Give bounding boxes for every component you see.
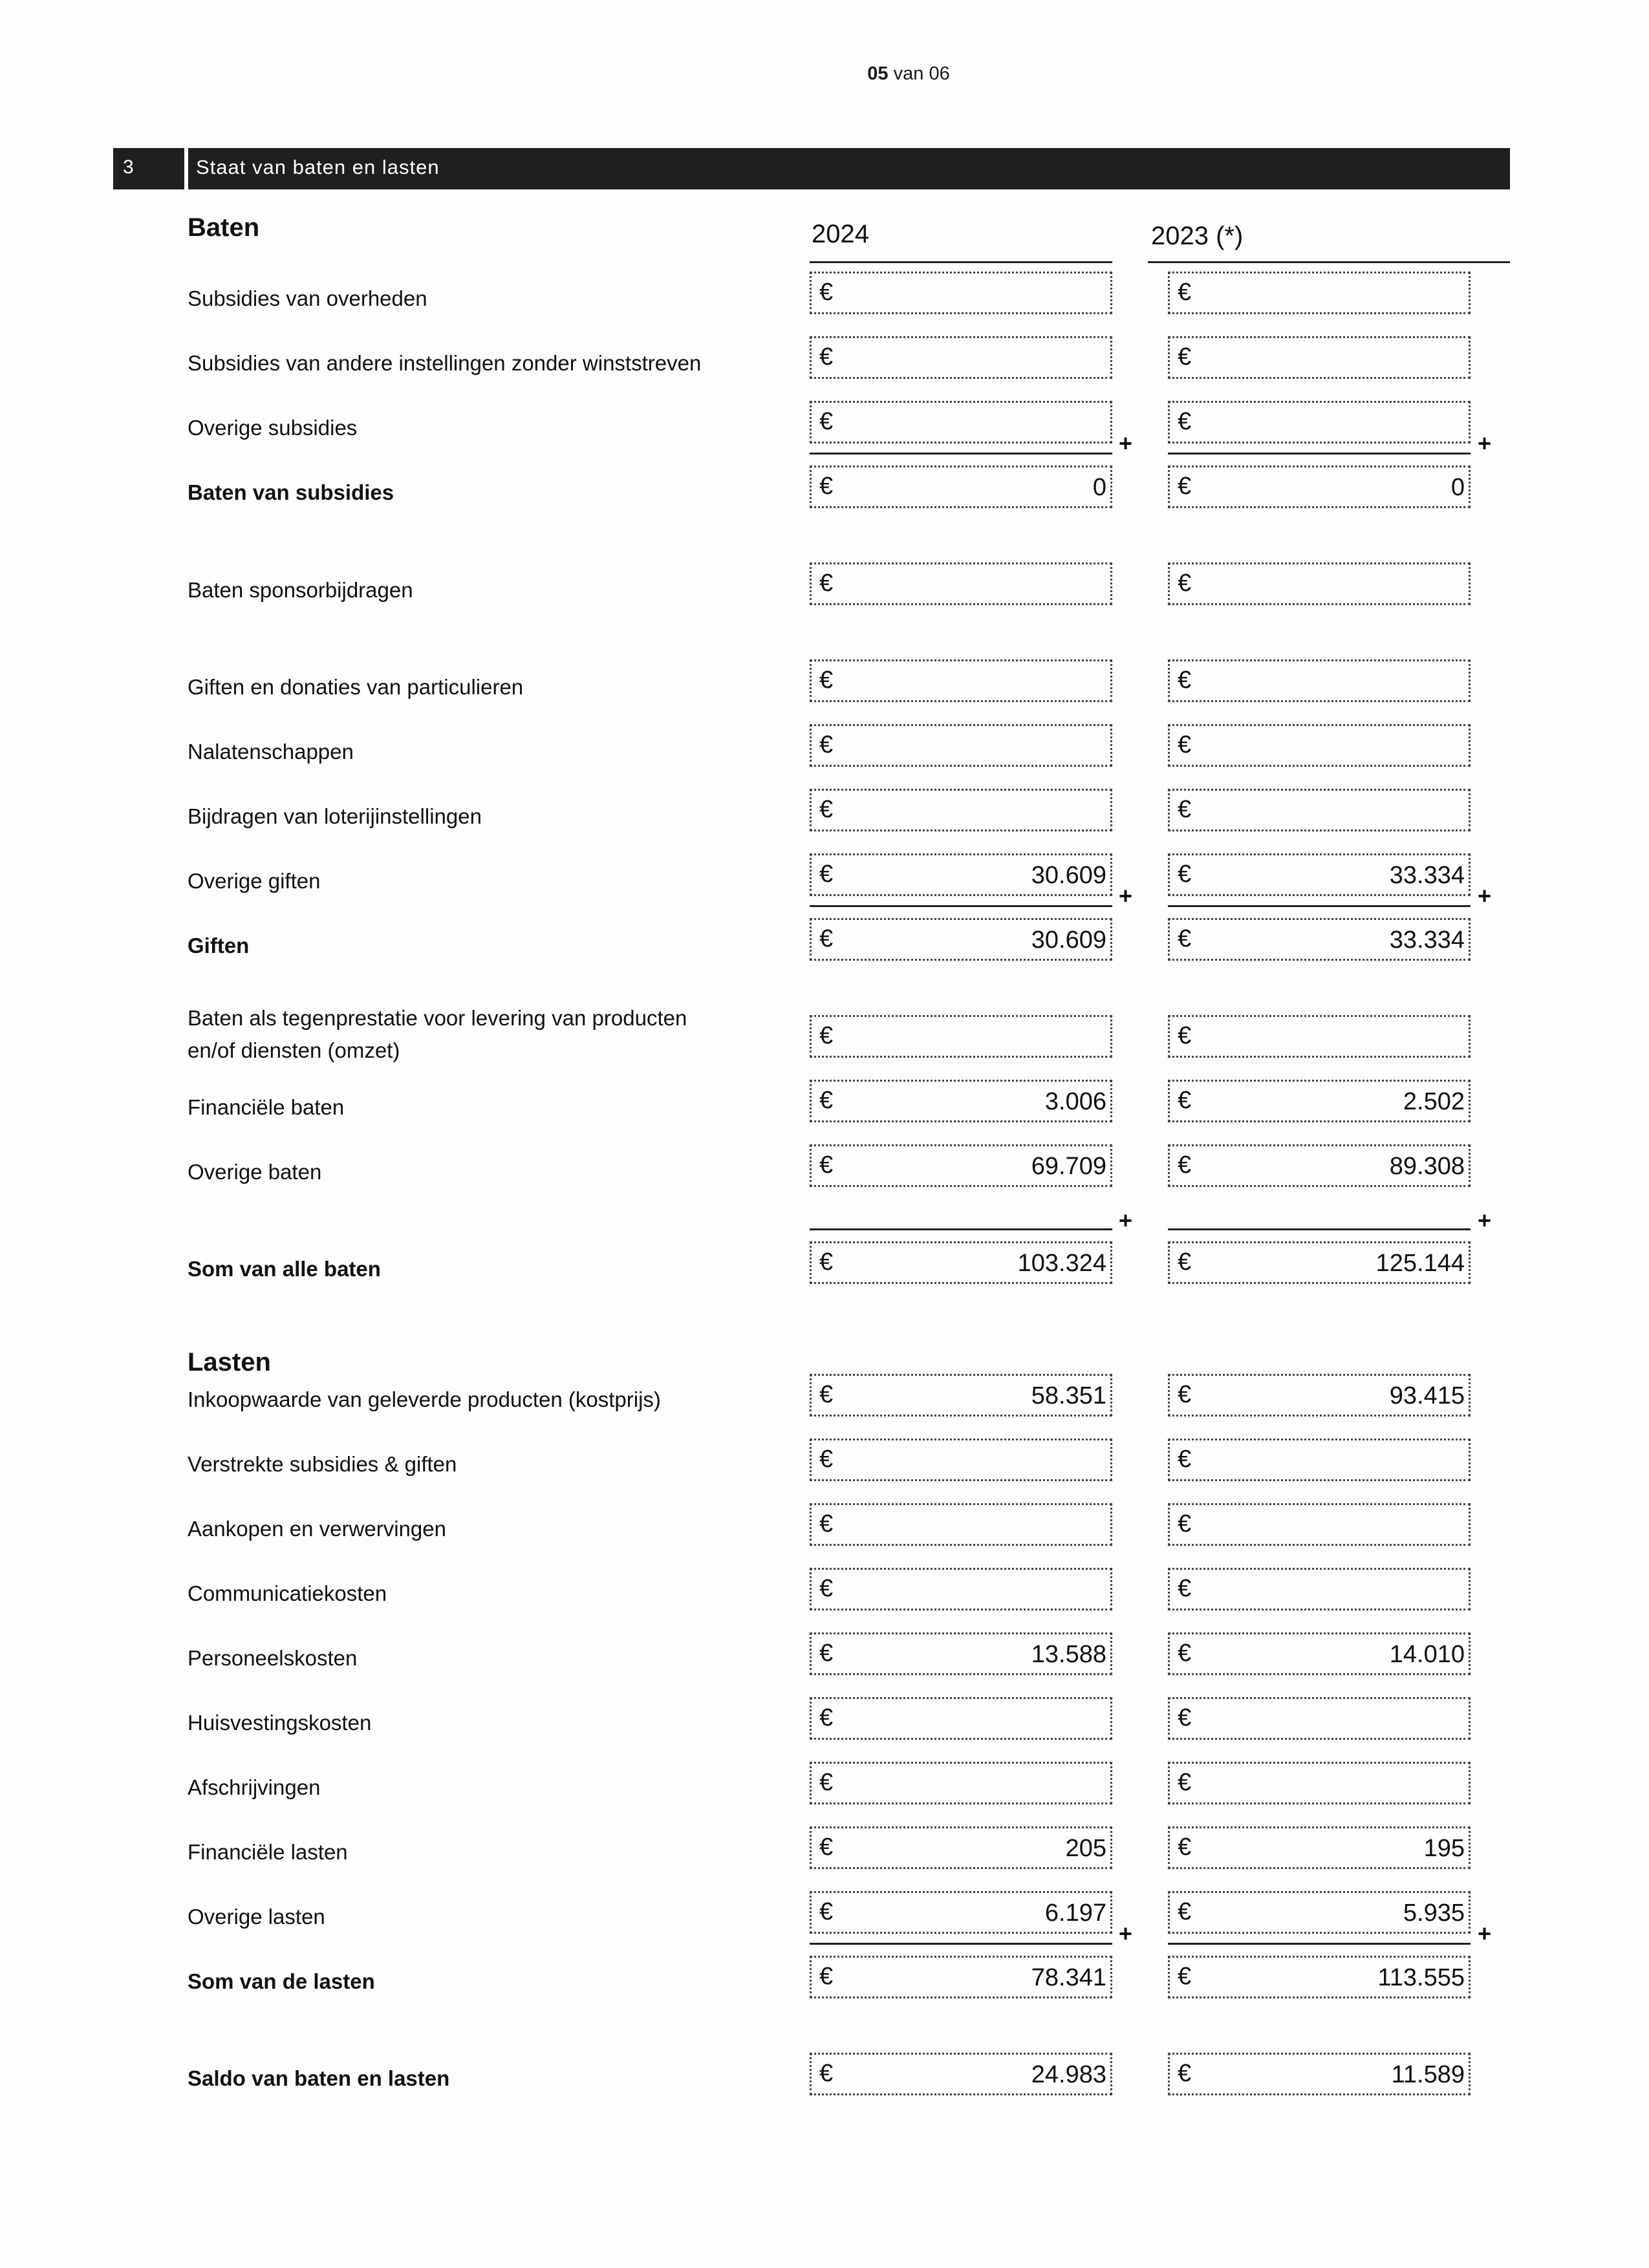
euro-sign: € — [1178, 1963, 1192, 1990]
plus-sign: + — [1119, 1920, 1133, 1947]
amount-field-2024[interactable] — [810, 1632, 1112, 1675]
plus-sign: + — [1478, 430, 1492, 456]
amount-field-2023[interactable] — [1168, 724, 1471, 767]
euro-sign: € — [1178, 570, 1192, 597]
amount-value: 11.589 — [1391, 2061, 1465, 2088]
section-divider — [184, 148, 188, 189]
amount-field-2023[interactable] — [1168, 659, 1471, 702]
amount-field-2024[interactable] — [810, 918, 1112, 961]
euro-sign: € — [819, 1769, 834, 1796]
page-number — [0, 63, 1649, 85]
euro-sign: € — [819, 343, 834, 370]
row-label-som-van-alle-baten: Som van alle baten — [188, 1257, 381, 1281]
euro-sign: € — [819, 2060, 834, 2087]
amount-field-2024[interactable] — [810, 562, 1112, 605]
sum-line — [810, 453, 1112, 455]
euro-sign: € — [1178, 2060, 1192, 2087]
plus-sign: + — [1478, 1207, 1492, 1234]
amount-field-2024[interactable] — [810, 1439, 1112, 1481]
amount-value: 69.709 — [1031, 1153, 1106, 1180]
amount-field-2024[interactable] — [810, 401, 1112, 444]
euro-sign: € — [1178, 408, 1192, 435]
euro-sign: € — [1178, 1022, 1192, 1049]
euro-sign: € — [819, 1575, 834, 1602]
plus-sign: + — [1478, 1920, 1492, 1947]
euro-sign: € — [1178, 1769, 1192, 1796]
amount-field-2023[interactable] — [1168, 1241, 1471, 1284]
amount-field-2024[interactable] — [810, 1891, 1112, 1934]
amount-field-2023[interactable] — [1168, 272, 1471, 314]
amount-field-2024[interactable] — [810, 1015, 1112, 1058]
euro-sign: € — [1178, 1640, 1192, 1667]
row-label-bijdragen-loterijinstellingen: Bijdragen van loterijinstellingen — [188, 804, 482, 828]
row-label-overige-giften: Overige giften — [188, 869, 321, 893]
euro-sign: € — [819, 408, 834, 435]
euro-sign: € — [819, 796, 834, 823]
amount-field-2024[interactable] — [810, 1826, 1112, 1869]
euro-sign: € — [1178, 1834, 1192, 1861]
amount-field-2023[interactable] — [1168, 918, 1471, 961]
amount-field-2024[interactable] — [810, 1374, 1112, 1417]
amount-value: 5.935 — [1403, 1899, 1465, 1927]
amount-value: 89.308 — [1389, 1153, 1465, 1180]
amount-field-2023[interactable] — [1168, 336, 1471, 379]
page-of: van 06 — [893, 63, 950, 84]
amount-value: 58.351 — [1031, 1382, 1106, 1409]
amount-value: 0 — [1092, 474, 1106, 501]
amount-value: 195 — [1423, 1835, 1465, 1862]
amount-field-2023[interactable] — [1168, 1891, 1471, 1934]
sum-line — [1168, 1228, 1471, 1230]
row-label-som-van-de-lasten: Som van de lasten — [188, 1969, 375, 1993]
euro-sign: € — [819, 1446, 834, 1473]
euro-sign: € — [1178, 1087, 1192, 1114]
euro-sign: € — [1178, 1151, 1192, 1179]
column-header-2024: 2024 — [812, 220, 869, 248]
euro-sign: € — [819, 925, 834, 952]
row-label-huisvestingskosten: Huisvestingskosten — [188, 1711, 372, 1735]
amount-value: 0 — [1450, 474, 1465, 501]
euro-sign: € — [1178, 1381, 1192, 1408]
sum-line — [1168, 1943, 1471, 1945]
row-label-nalatenschappen: Nalatenschappen — [188, 740, 354, 764]
amount-field-2024[interactable] — [810, 2053, 1112, 2095]
amount-field-2023[interactable] — [1168, 465, 1471, 508]
row-label-overige-lasten: Overige lasten — [188, 1905, 325, 1929]
amount-field-2024[interactable] — [810, 1568, 1112, 1610]
sum-line — [1168, 453, 1471, 455]
amount-field-2023[interactable] — [1168, 1144, 1471, 1187]
amount-value: 13.588 — [1031, 1641, 1106, 1668]
row-label-verstrekte-subsidies: Verstrekte subsidies & giften — [188, 1452, 457, 1476]
amount-field-2023[interactable] — [1168, 853, 1471, 896]
amount-field-2024[interactable] — [810, 1241, 1112, 1284]
amount-field-2023[interactable] — [1168, 1374, 1471, 1417]
euro-sign: € — [819, 1963, 834, 1990]
euro-sign: € — [1178, 1575, 1192, 1602]
euro-sign: € — [1178, 731, 1192, 758]
amount-field-2023[interactable] — [1168, 789, 1471, 831]
section-title: Staat van baten en lasten — [196, 156, 440, 178]
row-label-saldo: Saldo van baten en lasten — [188, 2066, 450, 2090]
row-label-giften-particulieren: Giften en donaties van particulieren — [188, 675, 524, 699]
amount-field-2024[interactable] — [810, 1956, 1112, 1998]
amount-field-2024[interactable] — [810, 1503, 1112, 1546]
amount-field-2023[interactable] — [1168, 1762, 1471, 1804]
row-label-giften-totaal: Giften — [188, 934, 250, 957]
amount-field-2024[interactable] — [810, 1697, 1112, 1740]
euro-sign: € — [1178, 667, 1192, 694]
euro-sign: € — [819, 1248, 834, 1276]
amount-value: 78.341 — [1031, 1964, 1106, 1991]
euro-sign: € — [819, 1898, 834, 1925]
euro-sign: € — [1178, 473, 1192, 500]
amount-field-2024[interactable] — [810, 1762, 1112, 1804]
amount-field-2023[interactable] — [1168, 401, 1471, 444]
amount-field-2024[interactable] — [810, 1080, 1112, 1122]
plus-sign: + — [1478, 883, 1492, 909]
amount-value: 6.197 — [1044, 1899, 1106, 1927]
sum-line — [810, 1228, 1112, 1230]
amount-field-2023[interactable] — [1168, 1503, 1471, 1546]
euro-sign: € — [1178, 861, 1192, 888]
euro-sign: € — [819, 1834, 834, 1861]
euro-sign: € — [1178, 279, 1192, 306]
euro-sign: € — [1178, 1446, 1192, 1473]
row-label-overige-baten: Overige baten — [188, 1160, 322, 1184]
row-label-baten-van-subsidies: Baten van subsidies — [188, 480, 394, 504]
euro-sign: € — [1178, 1248, 1192, 1276]
amount-field-2023[interactable] — [1168, 1439, 1471, 1481]
amount-value: 103.324 — [1017, 1250, 1106, 1277]
baten-heading: Baten — [188, 213, 260, 242]
row-label-subsidies-andere-instellingen: Subsidies van andere instellingen zonder winststreven — [188, 351, 702, 375]
amount-value: 30.609 — [1031, 926, 1106, 954]
amount-field-2023[interactable] — [1168, 1826, 1471, 1869]
plus-sign: + — [1119, 430, 1133, 456]
amount-field-2023[interactable] — [1168, 2053, 1471, 2095]
amount-field-2024[interactable] — [810, 465, 1112, 508]
amount-value: 33.334 — [1389, 926, 1465, 954]
amount-field-2023[interactable] — [1168, 1080, 1471, 1122]
amount-field-2024[interactable] — [810, 659, 1112, 702]
amount-field-2023[interactable] — [1168, 1568, 1471, 1610]
euro-sign: € — [819, 473, 834, 500]
euro-sign: € — [1178, 1898, 1192, 1925]
sum-line — [1168, 905, 1471, 907]
amount-value: 30.609 — [1031, 862, 1106, 889]
euro-sign: € — [819, 1381, 834, 1408]
euro-sign: € — [819, 1640, 834, 1667]
amount-field-2023[interactable] — [1168, 562, 1471, 605]
amount-field-2024[interactable] — [810, 336, 1112, 379]
plus-sign: + — [1119, 1207, 1133, 1234]
sum-line — [810, 1943, 1112, 1945]
euro-sign: € — [1178, 343, 1192, 370]
column-header-2023: 2023 (*) — [1151, 222, 1244, 250]
amount-field-2024[interactable] — [810, 1144, 1112, 1187]
amount-field-2024[interactable] — [810, 789, 1112, 831]
euro-sign: € — [819, 1704, 834, 1731]
row-label-overige-subsidies: Overige subsidies — [188, 416, 358, 440]
euro-sign: € — [1178, 925, 1192, 952]
amount-value: 113.555 — [1377, 1964, 1465, 1991]
amount-field-2023[interactable] — [1168, 1632, 1471, 1675]
euro-sign: € — [819, 1151, 834, 1179]
column-rule-2023 — [1148, 261, 1510, 263]
page-current: 05 — [867, 63, 889, 84]
amount-value: 3.006 — [1044, 1088, 1106, 1115]
amount-field-2024[interactable] — [810, 853, 1112, 896]
lasten-heading: Lasten — [188, 1348, 271, 1376]
amount-value: 205 — [1065, 1835, 1106, 1862]
row-label-baten-sponsorbijdragen: Baten sponsorbijdragen — [188, 578, 413, 602]
euro-sign: € — [1178, 1510, 1192, 1537]
row-label-financiele-baten: Financiële baten — [188, 1095, 345, 1119]
row-label-personeelskosten: Personeelskosten — [188, 1646, 358, 1670]
euro-sign: € — [819, 1022, 834, 1049]
amount-value: 125.144 — [1375, 1250, 1465, 1277]
row-label-subsidies-overheden: Subsidies van overheden — [188, 286, 427, 310]
amount-value: 14.010 — [1389, 1641, 1465, 1668]
euro-sign: € — [819, 279, 834, 306]
row-label-communicatiekosten: Communicatiekosten — [188, 1581, 387, 1605]
euro-sign: € — [1178, 796, 1192, 823]
amount-field-2024[interactable] — [810, 724, 1112, 767]
euro-sign: € — [1178, 1704, 1192, 1731]
amount-field-2023[interactable] — [1168, 1697, 1471, 1740]
amount-field-2023[interactable] — [1168, 1956, 1471, 1998]
row-label-financiele-lasten: Financiële lasten — [188, 1840, 348, 1864]
euro-sign: € — [819, 1087, 834, 1114]
amount-value: 93.415 — [1389, 1382, 1465, 1409]
row-label-omzet: Baten als tegenprestatie voor levering van producten en/of diensten (omzet) — [188, 1006, 687, 1062]
section-header — [113, 148, 1510, 189]
amount-value: 33.334 — [1389, 862, 1465, 889]
amount-value: 2.502 — [1403, 1088, 1465, 1115]
row-label-aankopen: Aankopen en verwervingen — [188, 1517, 446, 1541]
amount-value: 24.983 — [1031, 2061, 1106, 2088]
section-number: 3 — [123, 156, 134, 178]
amount-field-2024[interactable] — [810, 272, 1112, 314]
euro-sign: € — [819, 667, 834, 694]
row-label-afschrijvingen: Afschrijvingen — [188, 1775, 321, 1799]
euro-sign: € — [819, 1510, 834, 1537]
euro-sign: € — [819, 731, 834, 758]
amount-field-2023[interactable] — [1168, 1015, 1471, 1058]
row-label-inkoopwaarde: Inkoopwaarde van geleverde producten (kostprijs) — [188, 1387, 661, 1411]
sum-line — [810, 905, 1112, 907]
column-rule-2024 — [810, 261, 1112, 263]
plus-sign: + — [1119, 883, 1133, 909]
euro-sign: € — [819, 570, 834, 597]
euro-sign: € — [819, 861, 834, 888]
